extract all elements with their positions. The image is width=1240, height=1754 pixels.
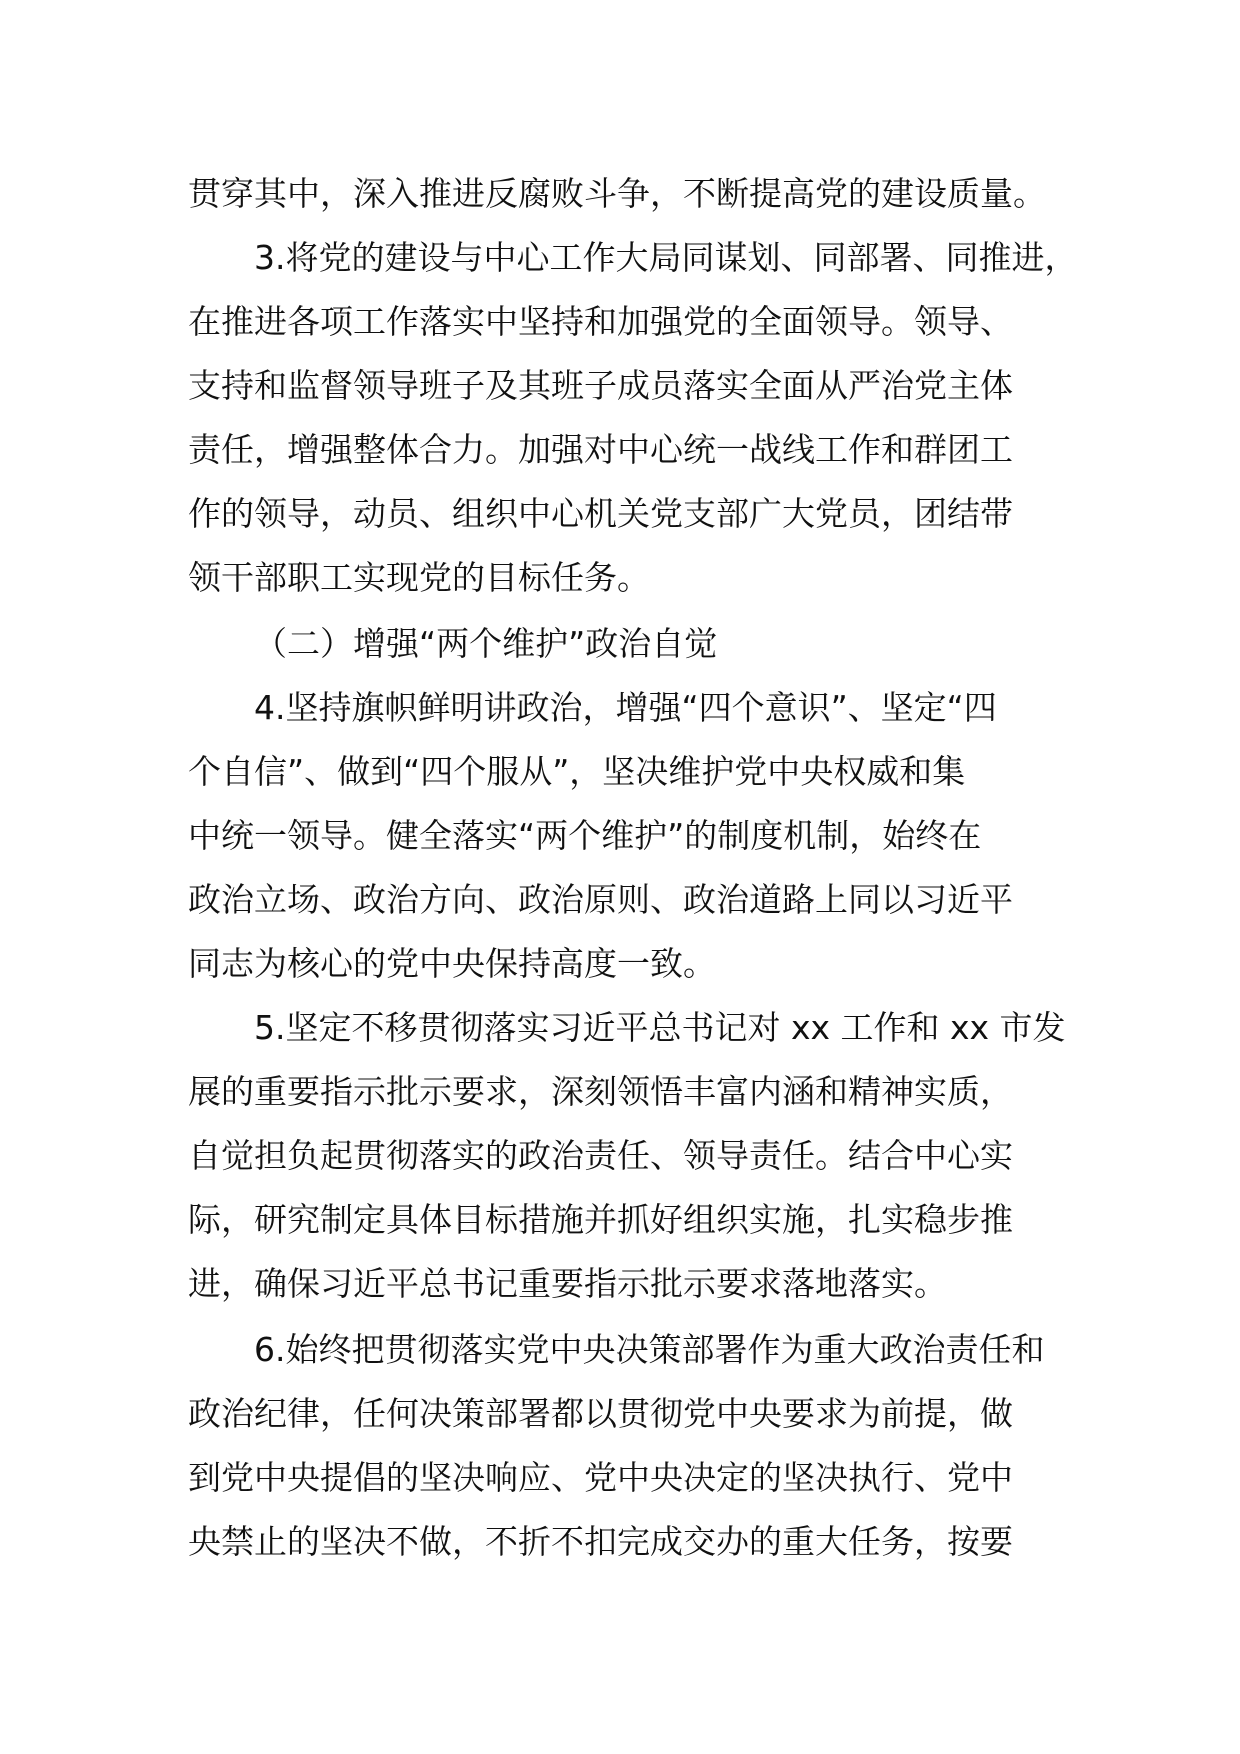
text-line: 政治纪律，任何决策部署都以贯彻党中央要求为前提，做 [188, 1394, 1013, 1433]
text-line: 到党中央提倡的坚决响应、党中央决定的坚决执行、党中 [188, 1458, 1013, 1497]
text-line: 4.坚持旗帜鲜明讲政治，增强“四个意识”、坚定“四 [254, 688, 997, 727]
text-line: 个自信”、做到“四个服从”，坚决维护党中央权威和集 [188, 752, 966, 791]
text-line: 在推进各项工作落实中坚持和加强党的全面领导。领导、 [188, 302, 1013, 341]
text-line: 作的领导，动员、组织中心机关党支部广大党员，团结带 [188, 494, 1013, 533]
text-line: 领干部职工实现党的目标任务。 [188, 558, 650, 597]
text-line: 贯穿其中，深入推进反腐败斗争，不断提高党的建设质量。 [188, 174, 1046, 213]
text-line: 展的重要指示批示要求，深刻领悟丰富内涵和精神实质， [188, 1072, 1013, 1111]
text-line: 政治立场、政治方向、政治原则、政治道路上同以习近平 [188, 880, 1013, 919]
text-line: 支持和监督领导班子及其班子成员落实全面从严治党主体 [188, 366, 1013, 405]
text-line: 责任，增强整体合力。加强对中心统一战线工作和群团工 [188, 430, 1013, 469]
text-line: 同志为核心的党中央保持高度一致。 [188, 944, 716, 983]
section-heading: （二）增强“两个维护”政治自觉 [254, 624, 718, 663]
text-line: 6.始终把贯彻落实党中央决策部署作为重大政治责任和 [254, 1330, 1045, 1369]
text-line: 央禁止的坚决不做，不折不扣完成交办的重大任务，按要 [188, 1522, 1013, 1561]
text-line: 中统一领导。健全落实“两个维护”的制度机制，始终在 [188, 816, 982, 855]
text-line: 进，确保习近平总书记重要指示批示要求落地落实。 [188, 1264, 947, 1303]
text-line: 际，研究制定具体目标措施并抓好组织实施，扎实稳步推 [188, 1200, 1013, 1239]
text-line: 5.坚定不移贯彻落实习近平总书记对 xx 工作和 xx 市发 [254, 1008, 1066, 1047]
text-line: 3.将党的建设与中心工作大局同谋划、同部署、同推进， [254, 238, 1078, 277]
text-line: 自觉担负起贯彻落实的政治责任、领导责任。结合中心实 [188, 1136, 1013, 1175]
